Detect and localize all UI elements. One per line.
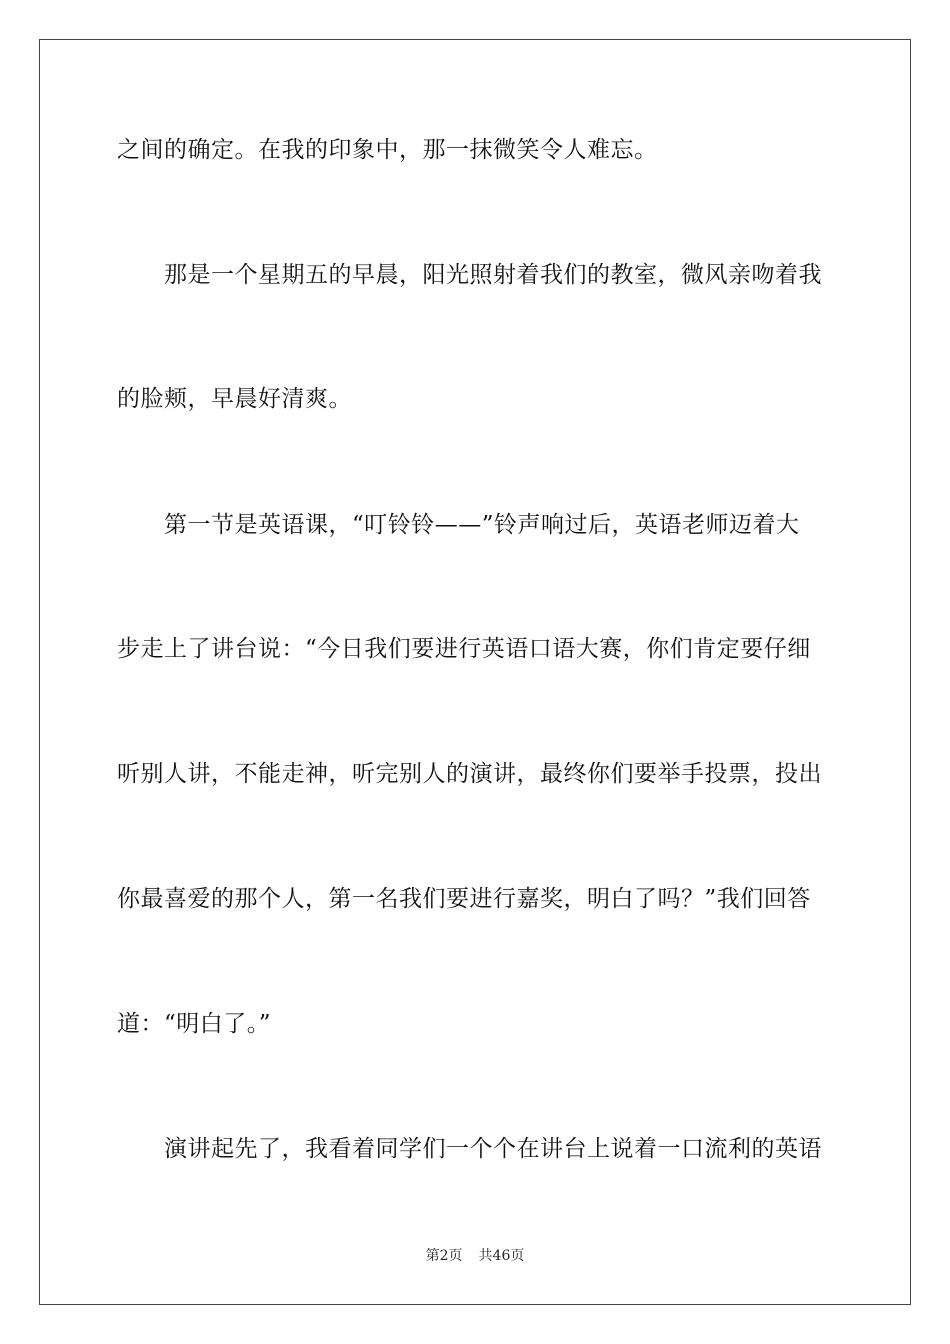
page-total: 共46页 [478, 1248, 525, 1264]
page-footer [0, 1247, 950, 1265]
paragraph-line: 演讲起先了，我看着同学们一个个在讲台上说着一口流利的英语 [164, 1136, 822, 1162]
paragraph-line: 步走上了讲台说：“今日我们要进行英语口语大赛，你们肯定要仔细 [117, 636, 811, 662]
paragraph-line: 第一节是英语课，“叮铃铃——”铃声响过后，英语老师迈着大 [164, 512, 800, 538]
paragraph-line: 的脸颊，早晨好清爽。 [117, 386, 352, 412]
page-border [39, 39, 911, 1305]
paragraph-line: 道：“明白了。” [117, 1011, 272, 1037]
paragraph-line: 你最喜爱的那个人，第一名我们要进行嘉奖，明白了吗？”我们回答 [117, 886, 811, 912]
paragraph-line: 听别人讲，不能走神，听完别人的演讲，最终你们要举手投票，投出 [117, 761, 822, 787]
paragraph-line: 之间的确定。在我的印象中，那一抹微笑令人难忘。 [117, 137, 658, 163]
page-number: 第2页 [425, 1248, 463, 1264]
paragraph-line: 那是一个星期五的早晨，阳光照射着我们的教室，微风亲吻着我 [164, 262, 822, 288]
